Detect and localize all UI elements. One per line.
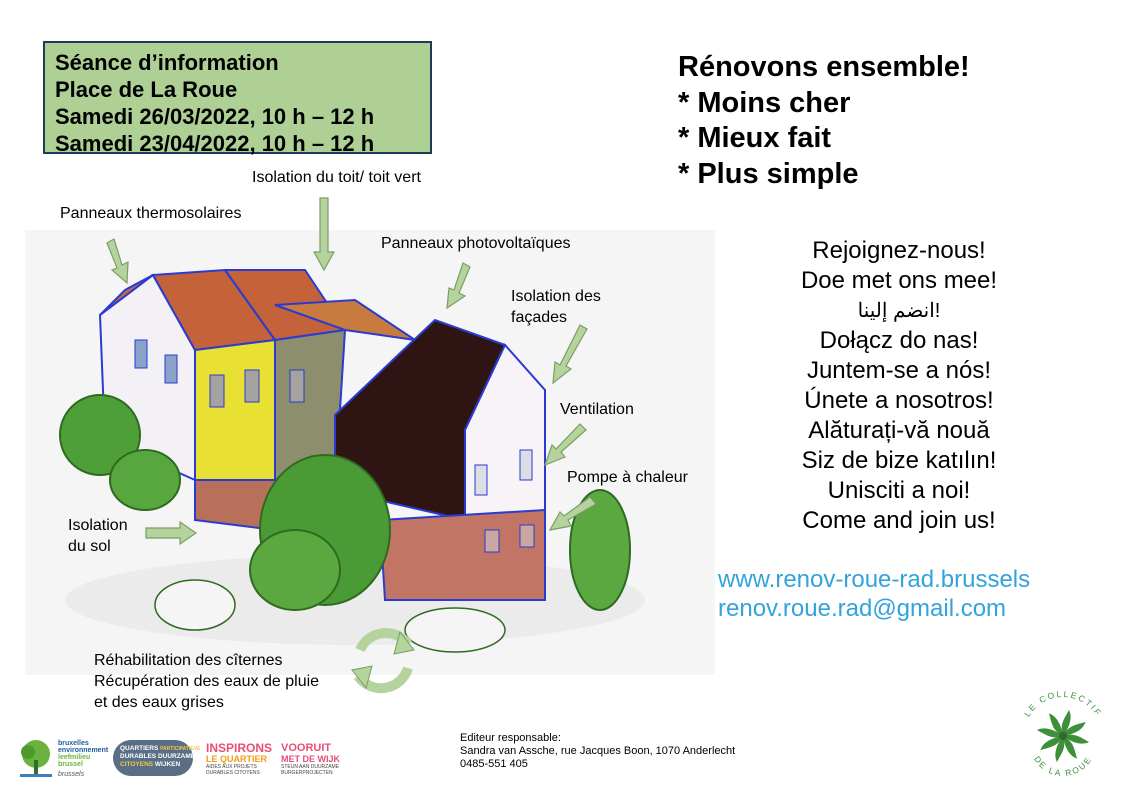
editor-address: Sandra van Assche, rue Jacques Boon, 1070 Anderlecht — [460, 745, 736, 757]
arrow-facade-icon — [553, 325, 587, 383]
logo-text: leefmilieu — [58, 754, 91, 761]
label-facade-1: Isolation des — [511, 288, 601, 305]
editor-block — [460, 732, 735, 771]
label-water-2: Récupération des eaux de pluie — [94, 673, 320, 690]
label-pompe: Pompe à chaleur — [567, 469, 688, 486]
join-line: Unisciti a noi! — [827, 477, 971, 504]
arrow-down-roof-icon — [314, 198, 334, 270]
logo-text: brussel — [58, 761, 83, 768]
logo-text: DURABLES CITOYENS — [206, 770, 260, 776]
inspirons-logo — [206, 742, 272, 778]
label-photo: Panneaux photovoltaïques — [381, 235, 571, 252]
collectif-top-text: LE COLLECTIF — [1021, 688, 1105, 719]
info-date-1: Samedi 26/03/2022, 10 h – 12 h — [55, 104, 375, 129]
info-title: Séance d’information — [55, 50, 279, 75]
join-line: Rejoignez-nous! — [812, 237, 986, 264]
logo-text: LE QUARTIER — [206, 754, 268, 764]
join-line: Come and join us! — [802, 507, 996, 534]
logo-text: STEUN AAN DUURZAME — [281, 764, 340, 770]
collectif-de-la-roue-logo — [1010, 683, 1116, 789]
label-thermo: Panneaux thermosolaires — [60, 205, 242, 222]
email-link[interactable]: renov.roue.rad@gmail.com — [718, 595, 1007, 622]
slogan-line: Rénovons ensemble! — [678, 51, 970, 83]
join-line: Doe met ons mee! — [800, 267, 998, 294]
info-place: Place de La Roue — [55, 77, 238, 102]
logo-text: DUURZAME — [157, 753, 196, 760]
logo-text: bruxelles — [58, 740, 89, 747]
logo-text: MET DE WIJK — [281, 754, 341, 764]
quartiers-durables-logo — [113, 740, 201, 776]
logo-text: WIJKEN — [154, 761, 181, 768]
arrow-thermo-icon — [107, 239, 128, 283]
label-sol-1: Isolation — [68, 517, 128, 534]
bruxelles-environnement-logo — [16, 738, 109, 778]
slogan-line: * Mieux fait — [678, 122, 832, 154]
join-line: Siz de bize katılın! — [801, 447, 997, 474]
join-line: Únete a nosotros! — [804, 387, 994, 414]
join-line: Alăturați-vă nouă — [808, 417, 990, 444]
label-water-3: et des eaux grises — [94, 694, 224, 711]
label-water-1: Réhabilitation des cîternes — [94, 652, 283, 669]
editor-phone: 0485-551 405 — [460, 758, 528, 770]
logo-text: DURABLES — [120, 753, 157, 760]
label-facade-2: façades — [511, 309, 568, 326]
logo-text: INSPIRONS — [206, 741, 273, 755]
slogan-line: * Plus simple — [678, 157, 859, 190]
label-roof: Isolation du toit/ toit vert — [252, 169, 421, 186]
wheel-icon — [1037, 710, 1089, 762]
logo-text: AIDES AUX PROJETS — [206, 764, 257, 770]
arrow-pompe-icon — [550, 497, 596, 530]
logo-text: brussels — [58, 771, 85, 778]
svg-text:LE COLLECTIF — [1022, 689, 1104, 719]
logo-text: CITOYENS — [120, 761, 154, 768]
collectif-bottom-text: DE LA ROUE — [1032, 754, 1094, 779]
arrow-photo-icon — [447, 263, 470, 308]
info-date-2: Samedi 23/04/2022, 10 h – 12 h — [55, 131, 375, 156]
logo-text: VOORUIT — [281, 742, 332, 754]
logo-text: environnement — [58, 747, 109, 754]
tree-icon — [16, 738, 56, 778]
logo-text: QUARTIERS — [120, 745, 159, 752]
label-sol-2: du sol — [68, 538, 111, 555]
logo-text: PARTICIPATIEVE — [160, 746, 201, 752]
logo-text: BURGERPROJECTEN — [281, 770, 333, 776]
arrow-sol-icon — [146, 522, 196, 544]
join-line: Dołącz do nas! — [819, 327, 979, 354]
editor-title: Editeur responsable: — [460, 732, 561, 744]
arrow-ventilation-icon — [545, 424, 586, 465]
join-line: Juntem-se a nós! — [806, 357, 992, 384]
join-line: انضم إلينا! — [857, 300, 941, 322]
website-link[interactable]: www.renov-roue-rad.brussels — [718, 566, 1031, 593]
slogan-line: * Moins cher — [678, 86, 851, 119]
label-ventilation: Ventilation — [560, 401, 634, 418]
vooruit-logo — [281, 742, 343, 778]
svg-text:DE LA ROUE — [1032, 754, 1094, 778]
